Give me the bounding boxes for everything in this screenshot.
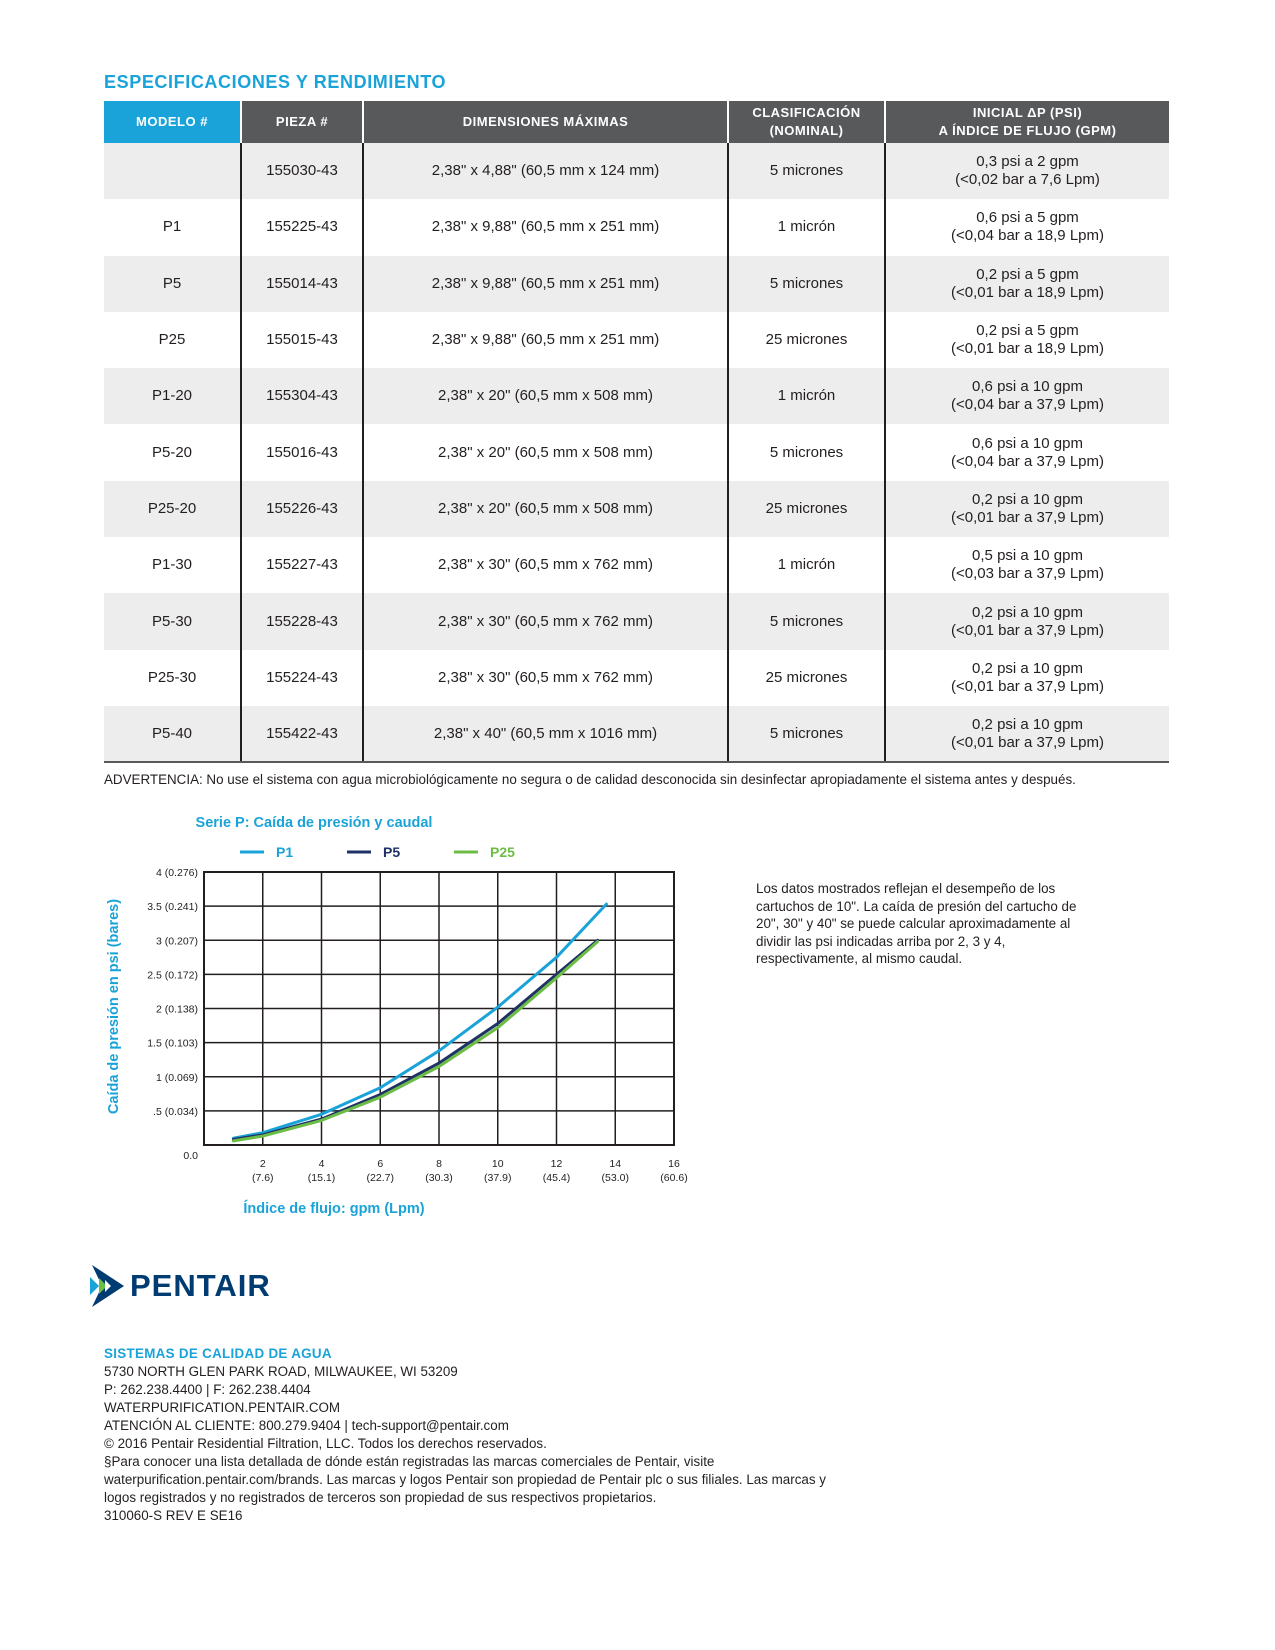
y-tick-label: 3 (0.207) bbox=[155, 935, 198, 948]
table-cell-pressure bbox=[885, 706, 1169, 762]
x-axis-label: Índice de flujo: gpm (Lpm) bbox=[243, 1201, 425, 1217]
table-row bbox=[104, 424, 1169, 480]
table-cell-dim: 2,38" x 40" (60,5 mm x 1016 mm) bbox=[363, 706, 728, 762]
pentair-logo bbox=[90, 1265, 271, 1307]
table-cell-pieza: 155227-43 bbox=[241, 537, 363, 593]
table-cell-pieza: 155226-43 bbox=[241, 481, 363, 537]
table-cell-modelo: P25-30 bbox=[147, 668, 197, 686]
table-header-row bbox=[104, 101, 1169, 143]
table-cell-clas: 25 micrones bbox=[728, 650, 885, 706]
footer bbox=[104, 1345, 834, 1525]
table-cell-pressure bbox=[885, 312, 1169, 368]
table-cell-pressure bbox=[885, 650, 1169, 706]
x-tick-sublabel: (37.9) bbox=[484, 1172, 512, 1184]
table-row bbox=[104, 312, 1169, 368]
footer-copyright: © 2016 Pentair Residential Filtration, LLC. Todos los derechos reservados. bbox=[104, 1436, 547, 1451]
table-cell-modelo: P25 bbox=[158, 331, 186, 349]
table-row bbox=[104, 706, 1169, 762]
table-cell-pressure bbox=[885, 199, 1169, 255]
table-cell-dim: 2,38" x 20" (60,5 mm x 508 mm) bbox=[363, 368, 728, 424]
y-tick-label: 0.0 bbox=[183, 1150, 198, 1162]
x-tick-sublabel: (15.1) bbox=[307, 1172, 336, 1184]
y-axis-label: Caída de presión en psi (bares) bbox=[106, 898, 122, 1115]
table-cell-pressure bbox=[885, 481, 1169, 537]
table-cell-dim: 2,38" x 20" (60,5 mm x 508 mm) bbox=[363, 481, 728, 537]
table-row bbox=[104, 650, 1169, 706]
footer-phones: P: 262.238.4400 | F: 262.238.4404 bbox=[104, 1382, 311, 1397]
table-cell-modelo: P1-20 bbox=[104, 368, 241, 424]
pressure-line: (<0,04 bar a 37,9 Lpm) bbox=[950, 452, 1104, 470]
pentair-logo-icon bbox=[90, 1265, 126, 1307]
table-cell-modelo: P5-20 bbox=[151, 443, 193, 461]
table-cell-modelo: P5-40 bbox=[104, 706, 241, 762]
footer-address: 5730 NORTH GLEN PARK ROAD, MILWAUKEE, WI 53209 bbox=[104, 1364, 458, 1379]
table-row bbox=[104, 593, 1169, 649]
x-tick-label: 16 bbox=[668, 1158, 680, 1170]
pressure-line: (<0,01 bar a 37,9 Lpm) bbox=[950, 733, 1104, 751]
table-cell-clas: 5 micrones bbox=[728, 706, 885, 762]
header-clasificacion: CLASIFICACIÓN (NOMINAL) bbox=[728, 101, 885, 143]
footer-doc-code: 310060-S REV E SE16 bbox=[104, 1508, 243, 1523]
table-cell-pressure bbox=[885, 537, 1169, 593]
y-tick-label: 4 (0.276) bbox=[155, 867, 198, 879]
table-cell-dim: 2,38" x 20" (60,5 mm x 508 mm) bbox=[363, 424, 728, 480]
table-cell-pressure bbox=[885, 368, 1169, 424]
legend-label-p1: P1 bbox=[276, 844, 294, 860]
x-tick-sublabel: (30.3) bbox=[425, 1172, 453, 1184]
table-row bbox=[104, 537, 1169, 593]
table-cell-pieza: 155224-43 bbox=[241, 650, 363, 706]
table-cell-pieza: 155015-43 bbox=[241, 312, 363, 368]
table-row bbox=[104, 143, 1169, 199]
table-cell-pressure bbox=[885, 593, 1169, 649]
table-cell-clas: 25 micrones bbox=[728, 481, 885, 537]
x-tick-label: 8 bbox=[436, 1158, 442, 1170]
x-tick-sublabel: (7.6) bbox=[251, 1172, 274, 1184]
table-cell-modelo bbox=[104, 143, 241, 199]
table-cell-dim: 2,38" x 30" (60,5 mm x 762 mm) bbox=[363, 650, 728, 706]
y-tick-label: 1 (0.069) bbox=[155, 1071, 198, 1084]
table-cell-dim: 2,38" x 9,88" (60,5 mm x 251 mm) bbox=[363, 199, 728, 255]
pressure-line: (<0,01 bar a 37,9 Lpm) bbox=[950, 621, 1104, 639]
table-cell-dim: 2,38" x 4,88" (60,5 mm x 124 mm) bbox=[363, 143, 728, 199]
table-row bbox=[104, 481, 1169, 537]
header-modelo: MODELO # bbox=[104, 101, 241, 143]
pressure-line: 0,2 psi a 5 gpm bbox=[976, 265, 1079, 283]
table-cell-pieza: 155228-43 bbox=[241, 593, 363, 649]
footer-department: SISTEMAS DE CALIDAD DE AGUA bbox=[104, 1346, 332, 1361]
x-tick-label: 4 bbox=[318, 1158, 325, 1170]
pressure-line: (<0,01 bar a 37,9 Lpm) bbox=[950, 508, 1104, 526]
table-cell-modelo: P5 bbox=[104, 256, 241, 312]
table-cell-modelo: P5-30 bbox=[104, 593, 241, 649]
table-row bbox=[104, 256, 1169, 312]
table-cell-pressure bbox=[885, 143, 1169, 199]
header-pieza: PIEZA # bbox=[241, 101, 363, 143]
pressure-line: 0,2 psi a 10 gpm bbox=[972, 715, 1083, 733]
table-cell-pieza: 155016-43 bbox=[241, 424, 363, 480]
table-cell-modelo: P1 bbox=[162, 218, 182, 236]
pressure-line: 0,6 psi a 5 gpm bbox=[976, 209, 1079, 227]
table-cell-pieza: 155014-43 bbox=[241, 256, 363, 312]
pressure-line: (<0,01 bar a 37,9 Lpm) bbox=[950, 677, 1104, 695]
table-cell-clas: 25 micrones bbox=[728, 312, 885, 368]
table-cell-pieza: 155225-43 bbox=[241, 199, 363, 255]
pressure-line: 0,2 psi a 10 gpm bbox=[972, 603, 1083, 621]
legend-label-p5: P5 bbox=[383, 844, 401, 860]
warning-text: ADVERTENCIA: No use el sistema con agua microbiológicamente no segura o de calidad desconocida sin desinfectar apropiadamente el sistema antes y después. bbox=[104, 772, 1076, 787]
x-tick-label: 6 bbox=[377, 1158, 384, 1170]
pressure-line: (<0,01 bar a 18,9 Lpm) bbox=[950, 340, 1104, 358]
y-tick-label: 2 (0.138) bbox=[155, 1003, 198, 1016]
table-cell-clas: 1 micrón bbox=[728, 537, 885, 593]
pressure-line: (<0,04 bar a 18,9 Lpm) bbox=[950, 227, 1104, 245]
section-title: ESPECIFICACIONES Y RENDIMIENTO bbox=[104, 72, 447, 92]
pressure-line: 0,6 psi a 10 gpm bbox=[972, 434, 1083, 452]
table-cell-modelo: P25-20 bbox=[104, 481, 241, 537]
table-cell-clas: 1 micrón bbox=[728, 368, 885, 424]
pressure-line: 0,2 psi a 10 gpm bbox=[972, 490, 1083, 508]
pressure-line: (<0,01 bar a 18,9 Lpm) bbox=[950, 283, 1104, 301]
pressure-line: (<0,03 bar a 37,9 Lpm) bbox=[950, 565, 1104, 583]
table-cell-clas: 1 micrón bbox=[728, 199, 885, 255]
pressure-line: 0,6 psi a 10 gpm bbox=[972, 378, 1083, 396]
table-cell-pieza: 155422-43 bbox=[241, 706, 363, 762]
y-tick-label: 3.5 (0.241) bbox=[147, 901, 198, 914]
pressure-line: 0,5 psi a 10 gpm bbox=[972, 547, 1083, 565]
footer-legal: §Para conocer una lista detallada de dónde están registradas las marcas comerciales de Pentair, visite waterpurification.pentair.com/brands. Las marcas y logos Pentair son propiedad de Pentair plc o sus filiales. Las marcas y logos registrados y no registrados de terceros son propiedad de sus respectivos propietarios. bbox=[104, 1454, 826, 1505]
table-cell-pressure bbox=[885, 424, 1169, 480]
pressure-line: 0,3 psi a 2 gpm bbox=[976, 153, 1079, 171]
pressure-line: (<0,02 bar a 7,6 Lpm) bbox=[955, 171, 1100, 189]
x-tick-label: 10 bbox=[491, 1158, 504, 1170]
chart-side-note: Los datos mostrados reflejan el desempeño de los cartuchos de 10". La caída de presión del cartucho de 20", 30" y 40" se puede calcular aproximadamente al dividir las psi indicadas arriba por 2, 3 y 4, respectivamente, al mismo caudal. bbox=[756, 881, 1077, 966]
x-tick-sublabel: (53.0) bbox=[601, 1172, 629, 1184]
table-cell-clas: 5 micrones bbox=[728, 256, 885, 312]
pentair-logo-text: PENTAIR bbox=[130, 1268, 271, 1303]
legend-label-p25: P25 bbox=[490, 844, 515, 860]
footer-customer-service: ATENCIÓN AL CLIENTE: 800.279.9404 | tech-support@pentair.com bbox=[104, 1418, 509, 1433]
x-tick-sublabel: (22.7) bbox=[366, 1172, 394, 1184]
y-tick-label: 1.5 (0.103) bbox=[147, 1037, 198, 1050]
table-cell-dim: 2,38" x 30" (60,5 mm x 762 mm) bbox=[363, 593, 728, 649]
pressure-line: 0,2 psi a 5 gpm bbox=[976, 322, 1079, 340]
table-cell-modelo: P1-30 bbox=[151, 556, 193, 574]
pressure-drop-chart bbox=[100, 815, 720, 1217]
table-cell-clas: 5 micrones bbox=[728, 424, 885, 480]
table-cell-dim: 2,38" x 30" (60,5 mm x 762 mm) bbox=[363, 537, 728, 593]
x-tick-label: 14 bbox=[609, 1158, 622, 1170]
y-tick-label: .5 (0.034) bbox=[153, 1105, 198, 1118]
table-cell-dim: 2,38" x 9,88" (60,5 mm x 251 mm) bbox=[363, 312, 728, 368]
table-cell-pressure bbox=[885, 256, 1169, 312]
x-tick-label: 2 bbox=[259, 1158, 266, 1170]
x-tick-label: 12 bbox=[550, 1158, 563, 1170]
y-tick-label: 2.5 (0.172) bbox=[147, 969, 198, 982]
chart-title: Serie P: Caída de presión y caudal bbox=[195, 815, 433, 831]
table-row bbox=[104, 199, 1169, 255]
pressure-line: (<0,04 bar a 37,9 Lpm) bbox=[950, 396, 1104, 414]
x-tick-sublabel: (45.4) bbox=[542, 1172, 571, 1184]
table-cell-pieza: 155304-43 bbox=[241, 368, 363, 424]
table-cell-pieza: 155030-43 bbox=[241, 143, 363, 199]
header-presion-inicial: INICIAL ΔP (PSI) A ÍNDICE DE FLUJO (GPM) bbox=[885, 101, 1169, 143]
specs-table bbox=[104, 101, 1169, 763]
table-cell-clas: 5 micrones bbox=[728, 593, 885, 649]
table-cell-clas: 5 micrones bbox=[728, 143, 885, 199]
x-tick-sublabel: (60.6) bbox=[660, 1172, 688, 1184]
header-dimensiones: DIMENSIONES MÁXIMAS bbox=[363, 101, 728, 143]
footer-website[interactable]: WATERPURIFICATION.PENTAIR.COM bbox=[104, 1400, 341, 1415]
pressure-line: 0,2 psi a 10 gpm bbox=[972, 659, 1083, 677]
table-row bbox=[104, 368, 1169, 424]
table-cell-dim: 2,38" x 9,88" (60,5 mm x 251 mm) bbox=[363, 256, 728, 312]
